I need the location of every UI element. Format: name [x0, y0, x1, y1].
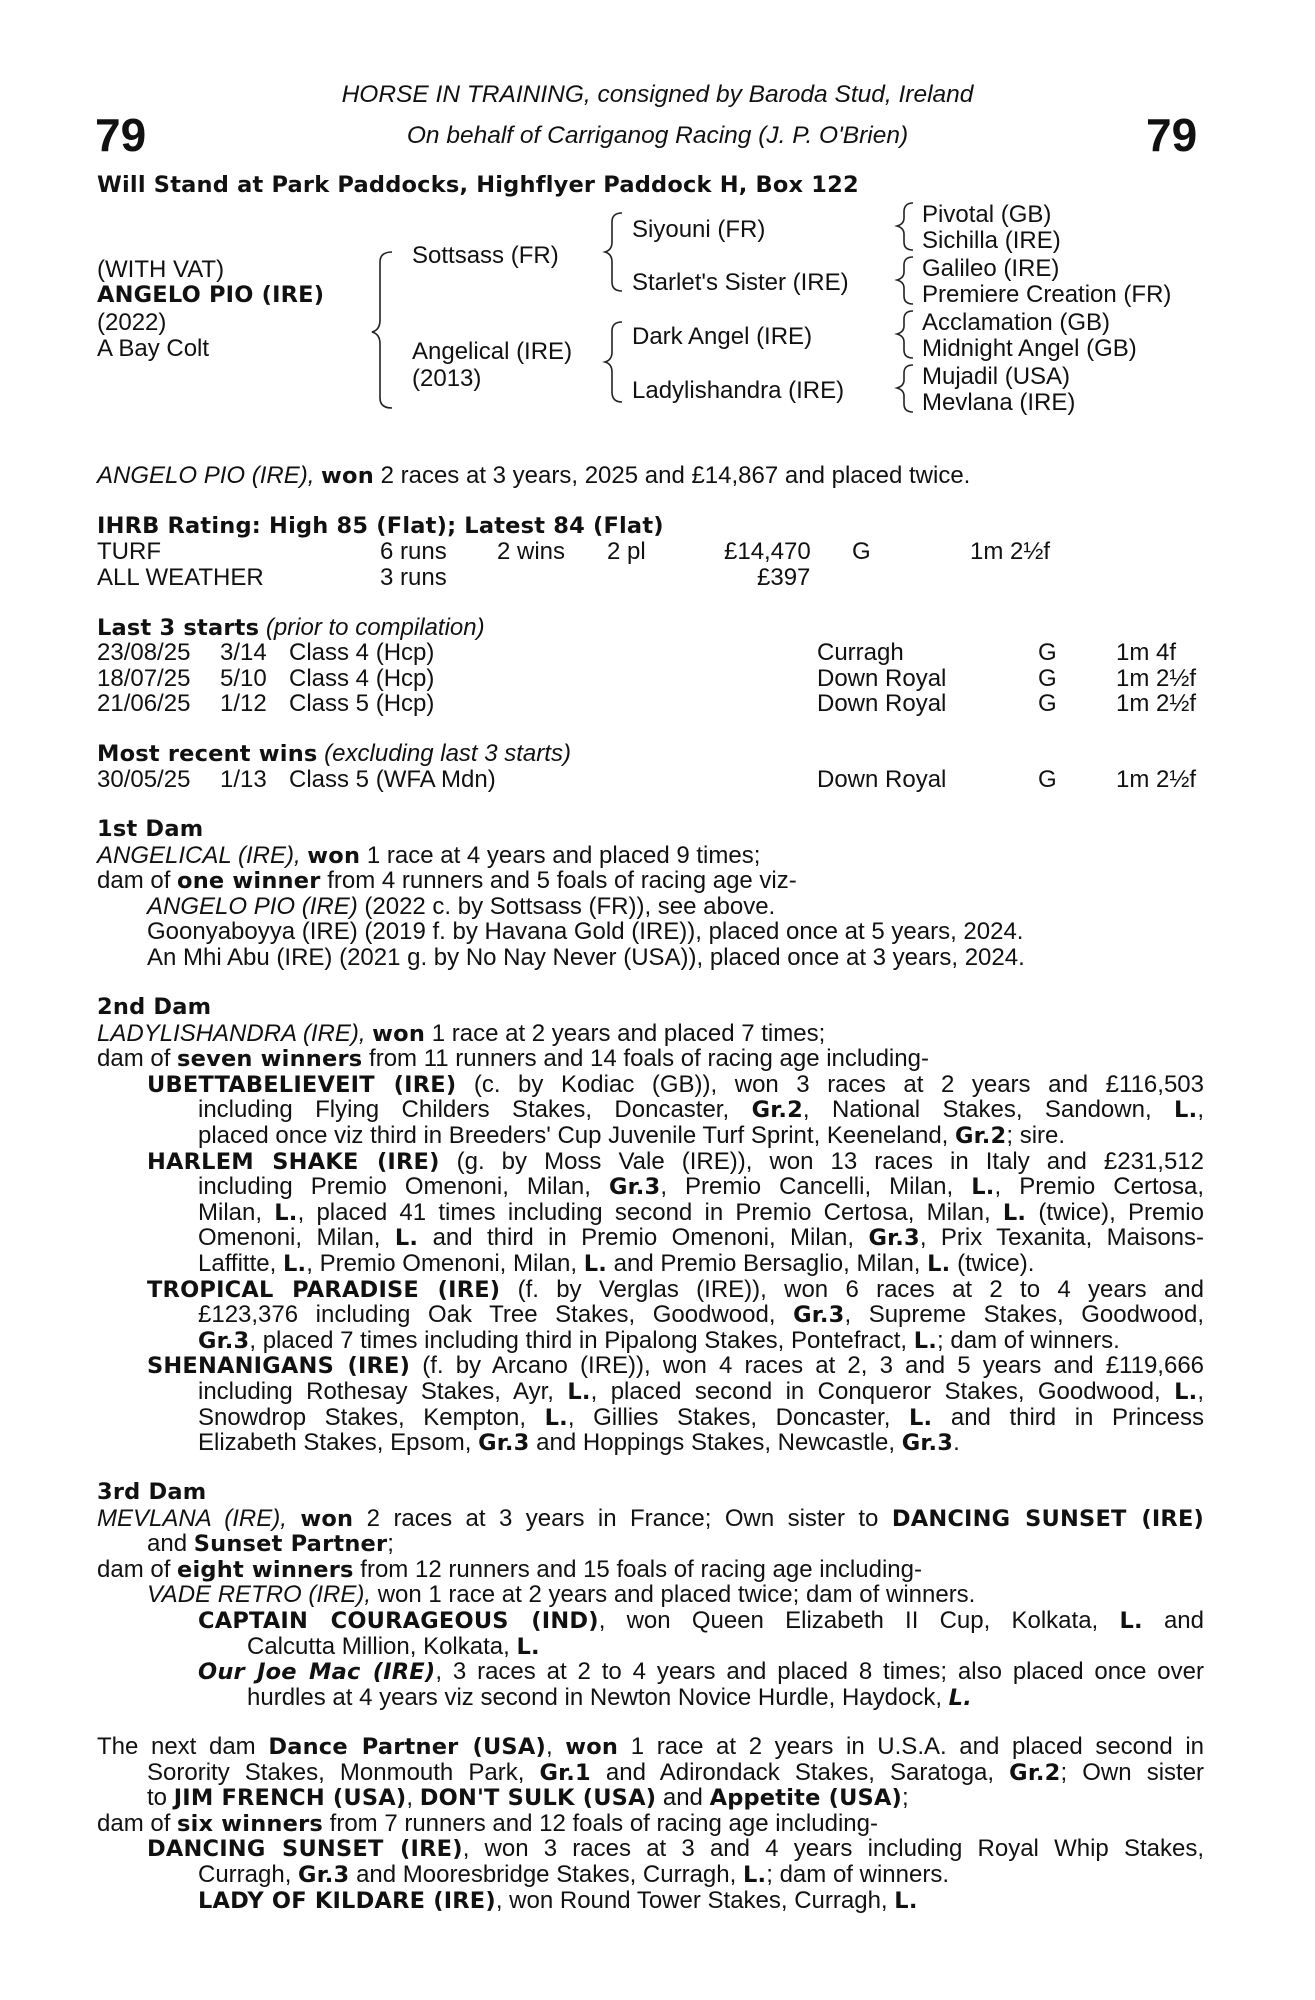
third-dam-line: [97, 1506, 1204, 1532]
text: dam of: [97, 1045, 171, 1073]
text: ,: [406, 1784, 414, 1812]
produce-continuation: [97, 1328, 1204, 1354]
second-dam-line: [97, 1021, 1204, 1047]
grade: L.: [274, 1199, 298, 1226]
produce-details: (2022 c. by Sottsass (FR)), see above.: [364, 892, 776, 920]
produce-continuation: [97, 1174, 1204, 1200]
recent-wins-title: Most recent wins: [97, 741, 318, 767]
text: 1 race at 2 years in U.S.A. and placed second in: [630, 1733, 1205, 1760]
produce-continuation: [97, 1685, 1204, 1711]
produce-name: HARLEM SHAKE (IRE): [147, 1148, 440, 1175]
text: , Premio Cancelli, Milan,: [660, 1173, 954, 1201]
runs: 3 runs: [380, 563, 447, 591]
table-row: [97, 767, 1196, 793]
text: (twice), Premio: [1038, 1198, 1204, 1226]
produce-continuation: [97, 1430, 1204, 1456]
won-label: won: [307, 842, 361, 869]
text: Sorority Stakes, Monmouth Park,: [147, 1758, 525, 1786]
last-starts-title: Last 3 starts: [97, 615, 260, 641]
second-dam-produce-line: [97, 1046, 1204, 1072]
next-dam-line: [97, 1734, 1204, 1760]
text: including Rothesay Stakes, Ayr,: [198, 1377, 554, 1405]
going: G: [1038, 639, 1057, 666]
text: , Premio Certosa,: [994, 1173, 1205, 1201]
produce-item: [97, 1836, 1204, 1862]
stand-location: Will Stand at Park Paddocks, Highflyer Paddock H, Box 122: [97, 172, 859, 198]
dam-record: 1 race at 2 years and placed 7 times;: [431, 1019, 826, 1047]
going: G: [1038, 690, 1057, 718]
grade: Gr.3: [298, 1861, 350, 1888]
grade: Gr.2: [955, 1122, 1007, 1149]
third-dam-produce-line: [97, 1557, 1204, 1583]
recent-wins-heading: [97, 741, 571, 768]
produce-name: LADY OF KILDARE (IRE): [198, 1887, 496, 1914]
grade: L.: [971, 1174, 995, 1201]
course: Down Royal: [817, 664, 947, 692]
third-dam-line-cont: [97, 1531, 1204, 1557]
class: Class 5 (WFA Mdn): [289, 766, 496, 793]
rating-table: [97, 539, 1050, 590]
text: Laffitte,: [198, 1249, 277, 1277]
distance: 1m 2½f: [1116, 664, 1197, 692]
position: 5/10: [220, 664, 267, 692]
summary-rest: 2 races at 3 years, 2025 and £14,867 and placed twice.: [380, 462, 971, 489]
text: and third in Princess: [950, 1403, 1205, 1431]
text: (twice).: [957, 1249, 1035, 1277]
position: 3/14: [220, 639, 267, 666]
course: Down Royal: [817, 690, 947, 718]
text: (g. by Moss Vale (IRE)), won 13 races in Italy and £231,512: [456, 1147, 1204, 1175]
text: from 4 runners and 5 foals of racing age viz-: [327, 867, 797, 895]
produce-item: Goonyaboyya (IRE) (2019 f. by Havana Gold (IRE)), placed once at 5 years, 2024.: [147, 918, 1024, 946]
vat-note: (WITH VAT): [97, 256, 225, 283]
produce-continuation: [97, 1200, 1204, 1226]
last-starts-heading: [97, 615, 485, 642]
class: Class 4 (Hcp): [289, 664, 435, 692]
grade: Gr.3: [198, 1327, 250, 1354]
grade: L.: [1119, 1607, 1143, 1634]
produce-continuation: [97, 1097, 1204, 1123]
produce-item: [97, 1582, 1204, 1608]
winners-count: six winners: [177, 1810, 323, 1837]
lot-number-left: 79: [95, 109, 147, 161]
produce-continuation: [97, 1251, 1204, 1277]
dam-name: MEVLANA (IRE),: [97, 1504, 287, 1532]
text: from 12 runners and 15 foals of racing age including-: [360, 1555, 922, 1583]
table-row: [97, 666, 1196, 692]
sire-sire-dam: Sichilla (IRE): [922, 227, 1061, 254]
dam-dam-sire: Mujadil (USA): [922, 363, 1071, 390]
sister-name: Sunset Partner: [193, 1531, 388, 1558]
produce-name: Our Joe Mac (IRE): [198, 1659, 436, 1686]
text: , Supreme Stakes, Goodwood,: [844, 1301, 1204, 1329]
horse-name: ANGELO PIO (IRE): [97, 282, 325, 308]
winners-count: one winner: [177, 868, 321, 895]
summary-horse-name: ANGELO PIO (IRE),: [97, 462, 315, 489]
grade: L.: [394, 1225, 419, 1252]
text: ; sire.: [1006, 1121, 1066, 1149]
won-label: won: [372, 1020, 426, 1047]
text: , Prix Texanita, Maisons-: [919, 1224, 1205, 1252]
text: (f. by Verglas (IRE)), won 6 races at 2 to 4 years and: [517, 1275, 1204, 1303]
text: dam of: [97, 867, 171, 895]
distance: [970, 565, 1050, 591]
text: Elizabeth Stakes, Epsom,: [198, 1429, 472, 1457]
text: Omenoni, Milan,: [198, 1224, 381, 1252]
won-label: won: [300, 1505, 354, 1532]
produce-item: [97, 1659, 1204, 1685]
grade: L.: [908, 1404, 933, 1431]
produce-continuation: [97, 1405, 1204, 1431]
sire-dam: Starlet's Sister (IRE): [632, 269, 849, 296]
sire-sire: Siyouni (FR): [632, 216, 766, 243]
produce-name: SHENANIGANS (IRE): [147, 1353, 411, 1380]
text: including Premio Omenoni, Milan,: [198, 1173, 591, 1201]
grade: L.: [742, 1861, 767, 1888]
grade: L.: [583, 1250, 607, 1277]
sire: Sottsass (FR): [412, 242, 559, 269]
grade: L.: [544, 1404, 568, 1431]
race-summary: [97, 463, 970, 490]
text: and Hoppings Stakes, Newcastle,: [536, 1429, 896, 1457]
horse-year: (2022): [97, 309, 167, 336]
surface: TURF: [97, 538, 161, 565]
going: G: [1038, 664, 1057, 692]
course: Curragh: [817, 639, 904, 666]
produce-name: ANGELO PIO (IRE): [147, 892, 358, 920]
pedigree-braces: [0, 0, 1315, 430]
third-dam-section: [97, 1480, 1204, 1710]
text: ,: [545, 1733, 553, 1760]
produce-name: CAPTAIN COURAGEOUS (IND): [198, 1607, 599, 1634]
winners-count: seven winners: [177, 1046, 363, 1073]
dam-name: LADYLISHANDRA (IRE),: [97, 1019, 366, 1047]
sire-sire-sire: Pivotal (GB): [922, 201, 1052, 228]
dam-record: 2 races at 3 years in France; Own sister to: [366, 1504, 879, 1532]
grade: L.: [913, 1327, 938, 1354]
dam: Angelical (IRE): [412, 338, 573, 365]
text: , placed second in Conqueror Stakes, Goodwood,: [590, 1377, 1161, 1405]
text: dam of: [97, 1809, 171, 1837]
wins: 2 wins: [497, 538, 566, 565]
dam-year: (2013): [412, 365, 482, 392]
first-dam-section: [97, 817, 1204, 971]
text: The next dam: [97, 1733, 256, 1760]
going: G: [1038, 766, 1057, 793]
text: (c. by Kodiac (GB)), won 3 races at 2 years and £116,503: [473, 1070, 1204, 1098]
grade: L.: [282, 1250, 307, 1277]
dam-name: Dance Partner (USA): [268, 1734, 546, 1760]
first-dam-title: 1st Dam: [97, 816, 204, 842]
text: won 1 race at 2 years and placed twice; dam of winners.: [377, 1581, 976, 1609]
grade: L.: [927, 1250, 951, 1277]
produce-item: [97, 1608, 1204, 1634]
dam-dam: Ladylishandra (IRE): [632, 377, 845, 404]
text: , won 3 races at 3 and 4 years including Royal Whip Stakes,: [462, 1835, 1204, 1863]
produce-continuation: [97, 1379, 1204, 1405]
date: 30/05/25: [97, 766, 191, 793]
text: , placed 41 times including second in Premio Certosa, Milan,: [297, 1198, 991, 1226]
prize: £14,470: [724, 538, 811, 565]
sister-name: DANCING SUNSET (IRE): [891, 1505, 1204, 1532]
grade: L.: [567, 1378, 591, 1405]
position: 1/12: [220, 690, 267, 718]
next-dam-line-cont: [97, 1785, 1204, 1811]
on-behalf-line: On behalf of Carriganog Racing (J. P. O'Brien): [406, 122, 909, 149]
produce-continuation: [97, 1123, 1204, 1149]
first-dam-line: [97, 843, 1204, 869]
date: 21/06/25: [97, 690, 191, 718]
produce-continuation: [97, 1302, 1204, 1328]
prize: £397: [757, 563, 811, 591]
grade: L.: [1174, 1378, 1198, 1405]
text: placed once viz third in Breeders' Cup Juvenile Turf Sprint, Keeneland,: [198, 1121, 949, 1149]
summary-won: won: [321, 463, 374, 489]
winners-count: eight winners: [177, 1556, 354, 1583]
text: and: [147, 1530, 188, 1558]
text: including Flying Childers Stakes, Doncaster,: [198, 1096, 730, 1124]
text: ;: [902, 1784, 909, 1812]
wins: [497, 565, 607, 591]
distance: 1m 4f: [1116, 639, 1177, 666]
dam-sire: Dark Angel (IRE): [632, 323, 813, 350]
text: hurdles at 4 years viz second in Newton Novice Hurdle, Haydock,: [247, 1683, 942, 1711]
date: 18/07/25: [97, 664, 191, 692]
grade: L.: [1174, 1097, 1198, 1124]
grade: L.: [516, 1633, 540, 1660]
text: ,: [1197, 1096, 1205, 1124]
text: ; dam of winners.: [766, 1860, 949, 1888]
text: , Premio Omenoni, Milan,: [306, 1249, 578, 1277]
text: ,: [1197, 1377, 1205, 1405]
position: 1/13: [220, 766, 267, 793]
second-dam-title: 2nd Dam: [97, 994, 212, 1020]
third-dam-title: 3rd Dam: [97, 1479, 207, 1505]
grade: Gr.2: [1009, 1759, 1061, 1786]
last-starts-note: (prior to compilation): [265, 614, 485, 641]
next-dam-section: [97, 1734, 1204, 1913]
grade: L.: [948, 1684, 972, 1711]
text: from 11 runners and 14 foals of racing age including-: [369, 1045, 929, 1073]
text: , won Round Tower Stakes, Curragh,: [495, 1886, 888, 1914]
text: ; dam of winners.: [937, 1326, 1120, 1354]
produce-name: DANCING SUNSET (IRE): [147, 1836, 463, 1863]
produce-name: TROPICAL PARADISE (IRE): [147, 1276, 501, 1303]
grade: L.: [1002, 1199, 1027, 1226]
distance: 1m 2½f: [1116, 766, 1197, 793]
grade: Gr.3: [608, 1174, 661, 1201]
produce-continuation: [97, 1225, 1204, 1251]
runs: 6 runs: [380, 538, 447, 565]
text: , won Queen Elizabeth II Cup, Kolkata,: [598, 1606, 1099, 1634]
grade: Gr.3: [901, 1430, 954, 1457]
produce-item: [97, 1072, 1204, 1098]
text: to: [147, 1784, 168, 1812]
text: from 7 runners and 12 foals of racing age including-: [329, 1809, 878, 1837]
dam-dam-dam: Mevlana (IRE): [922, 389, 1076, 416]
grade: Gr.3: [478, 1430, 530, 1457]
next-dam-line-cont: [97, 1760, 1204, 1786]
text: .: [953, 1429, 960, 1457]
going: [852, 565, 970, 591]
text: , 3 races at 2 to 4 years and placed 8 times; also placed once over: [435, 1658, 1204, 1686]
text: , National Stakes, Sandown,: [802, 1096, 1152, 1124]
text: Calcutta Million, Kolkata,: [247, 1632, 510, 1660]
grade: Gr.3: [868, 1225, 920, 1252]
text: and Premio Bersaglio, Milan,: [613, 1249, 921, 1277]
produce-item: [97, 1149, 1204, 1175]
produce-name: UBETTABELIEVEIT (IRE): [147, 1071, 457, 1098]
class: Class 4 (Hcp): [289, 639, 435, 666]
recent-wins-table: [97, 767, 1196, 793]
text: and: [1163, 1606, 1204, 1634]
text: ; Own sister: [1060, 1758, 1205, 1786]
surface: ALL WEATHER: [97, 563, 264, 591]
produce-item: An Mhi Abu (IRE) (2021 g. by No Nay Never (USA)), placed once at 3 years, 2024.: [147, 943, 1025, 971]
course: Down Royal: [817, 766, 947, 793]
dam-name: ANGELICAL (IRE),: [97, 841, 301, 869]
first-dam-produce-line: [97, 868, 1204, 894]
dam-sire-dam: Midnight Angel (GB): [922, 335, 1137, 362]
text: and Mooresbridge Stakes, Curragh,: [356, 1860, 737, 1888]
last-starts-table: [97, 640, 1196, 717]
placed: [607, 565, 724, 591]
text: , placed 7 times including third in Pipalong Stakes, Pontefract,: [249, 1326, 908, 1354]
produce-item: [97, 1888, 1204, 1914]
grade: Gr.3: [793, 1302, 845, 1329]
text: dam of: [97, 1555, 171, 1583]
consignor-line: HORSE IN TRAINING, consigned by Baroda Stud, Ireland: [341, 81, 974, 108]
going: G: [852, 538, 871, 565]
sibling-name: JIM FRENCH (USA): [173, 1785, 407, 1812]
class: Class 5 (Hcp): [289, 690, 435, 718]
distance: 1m 2½f: [970, 538, 1051, 565]
dam-record: 1 race at 4 years and placed 9 times;: [366, 841, 761, 869]
dam-sire-sire: Acclamation (GB): [922, 309, 1111, 336]
text: £123,376 including Oak Tree Stakes, Goodwood,: [198, 1301, 776, 1329]
text: Milan,: [198, 1198, 263, 1226]
text: , Gillies Stakes, Doncaster,: [567, 1403, 891, 1431]
next-dam-produce-line: [97, 1811, 1204, 1837]
grade: L.: [894, 1887, 918, 1914]
produce-continuation: [97, 1862, 1204, 1888]
horse-description: A Bay Colt: [97, 335, 210, 362]
grade: Gr.2: [751, 1097, 803, 1124]
text: ;: [387, 1530, 394, 1558]
placed: 2 pl: [607, 538, 646, 565]
date: 23/08/25: [97, 639, 191, 666]
text: and: [662, 1784, 703, 1812]
produce-item: [97, 894, 1204, 920]
second-dam-section: [97, 995, 1204, 1456]
produce-item: [97, 1353, 1204, 1379]
grade: Gr.1: [539, 1759, 591, 1786]
produce-continuation: [97, 1634, 1204, 1660]
rating-title: IHRB Rating: High 85 (Flat); Latest 84 (Flat): [97, 513, 664, 539]
sibling-name: DON'T SULK (USA): [419, 1785, 657, 1812]
sire-dam-dam: Premiere Creation (FR): [922, 281, 1172, 308]
lot-number-right: 79: [1146, 109, 1198, 161]
distance: 1m 2½f: [1116, 690, 1197, 718]
table-row: [97, 691, 1196, 717]
recent-wins-note: (excluding last 3 starts): [324, 740, 571, 767]
sibling-name: Appetite (USA): [709, 1785, 903, 1812]
text: Snowdrop Stakes, Kempton,: [198, 1403, 526, 1431]
table-row: [97, 539, 1050, 565]
produce-item: [97, 1277, 1204, 1303]
produce-name: VADE RETRO (IRE),: [147, 1581, 372, 1609]
table-row: [97, 565, 1050, 591]
text: and third in Premio Omenoni, Milan,: [432, 1224, 855, 1252]
text: Curragh,: [198, 1860, 292, 1888]
text: (f. by Arcano (IRE)), won 4 races at 2, 3 and 5 years and £119,666: [422, 1352, 1205, 1380]
won-label: won: [565, 1734, 619, 1760]
table-row: [97, 640, 1196, 666]
sire-dam-sire: Galileo (IRE): [922, 255, 1060, 282]
text: and Adirondack Stakes, Saratoga,: [605, 1758, 995, 1786]
